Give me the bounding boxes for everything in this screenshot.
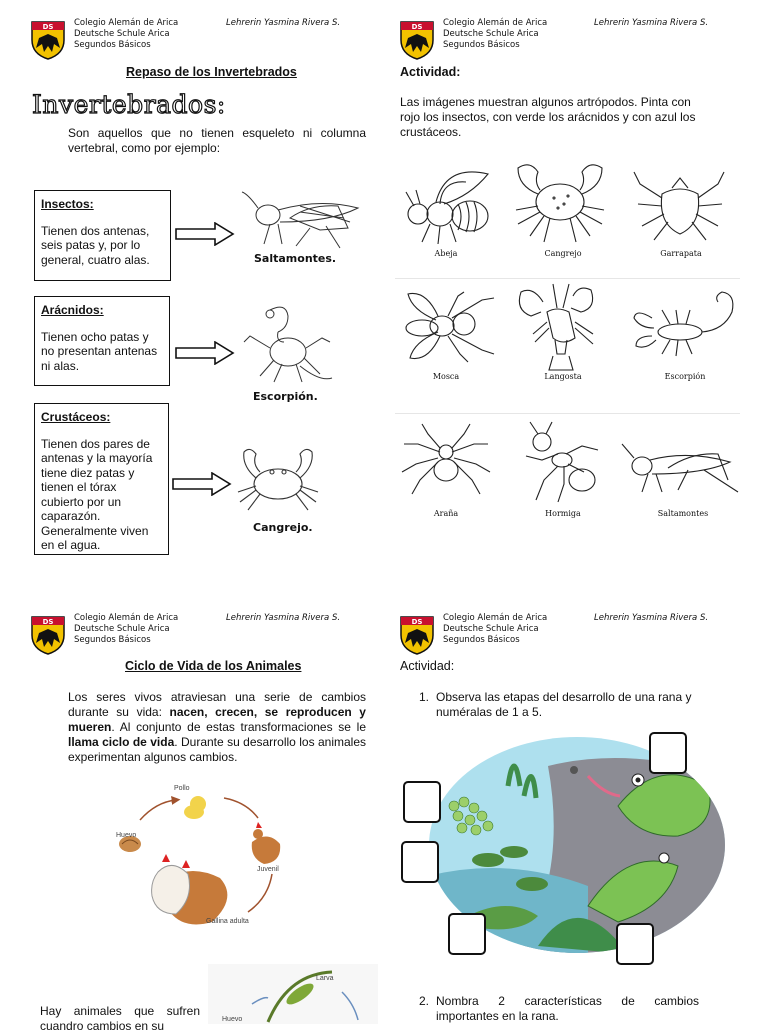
school-info: [443, 613, 547, 646]
crustaceos-text: Tienen dos pares de antenas y la mayoría tiene diez patas y tienen el tórax cubierto por un caparazón. Generalmente viven en el agua.: [41, 436, 153, 552]
tick-image: [632, 164, 727, 244]
q3-paragraph-2: Hay animales que sufren cuandro cambios en su: [40, 1004, 200, 1033]
school-level: Segundos Básicos: [443, 40, 520, 50]
stage-label-juvenil: Juvenil: [257, 866, 279, 873]
teacher-name: Lehrerin Yasmina Rivera S.: [594, 613, 709, 623]
animal-label: Langosta: [544, 372, 582, 381]
school-german-name: Deutsche Schule Arica: [74, 624, 170, 634]
q2-instructions: Las imágenes muestran algunos artrópodos. Pinta con rojo los insectos, con verde los arácnidos y con azul los crustáceos.: [400, 95, 696, 139]
spider-image: [398, 422, 493, 502]
p1-text-a: Los seres vivos atraviesan una serie de cambios durante su vida:: [68, 690, 366, 719]
crab-caption: Cangrejo.: [253, 521, 313, 534]
school-german-name: Deutsche Schule Arica: [443, 29, 539, 39]
logo-text: DS: [411, 23, 423, 31]
animal-label: Hormiga: [545, 509, 581, 518]
insectos-title: Insectos:: [41, 197, 94, 211]
q4-item2: Nombra 2 características de cambios importantes en la rana.: [436, 994, 699, 1023]
school-level: Segundos Básicos: [443, 635, 520, 645]
school-logo-icon: [30, 20, 66, 60]
scorpion-drawing-image: [632, 288, 740, 366]
q4-item2-num: 2.: [419, 994, 430, 1008]
stage-label-adulta: Gallina adulta: [206, 918, 249, 925]
q1-heading: Invertebrados:: [32, 90, 226, 119]
school-logo-icon: [399, 615, 435, 655]
answer-box[interactable]: [403, 781, 441, 823]
school-german-name: Deutsche Schule Arica: [74, 29, 170, 39]
crustaceos-title: Crustáceos:: [41, 410, 111, 424]
ant-image: [518, 420, 608, 504]
butterfly-label-huevo: Huevo: [222, 1016, 243, 1023]
animal-label: Garrapata: [660, 249, 702, 258]
arrow-right-icon: [175, 341, 235, 365]
school-level: Segundos Básicos: [74, 635, 151, 645]
school-name: Colegio Alemán de Arica: [74, 18, 179, 28]
chicken-life-cycle-image: [112, 778, 297, 938]
school-logo-icon: [30, 615, 66, 655]
school-info: [443, 18, 547, 51]
teacher-name: Lehrerin Yasmina Rivera S.: [226, 613, 341, 623]
answer-box[interactable]: [448, 913, 486, 955]
answer-box[interactable]: [401, 841, 439, 883]
animal-label: Cangrejo: [544, 249, 582, 258]
school-info: [74, 613, 178, 646]
p1-text-e: . Durante su desarrollo los animales experimentan algunos cambios.: [68, 735, 366, 764]
logo-text: DS: [42, 23, 54, 31]
scorpion-caption: Escorpión.: [253, 390, 318, 403]
school-name: Colegio Alemán de Arica: [443, 18, 548, 28]
crab-image: [232, 442, 324, 517]
answer-box[interactable]: [649, 732, 687, 774]
grasshopper-image: [240, 188, 365, 253]
crab-drawing-image: [508, 158, 613, 248]
p1-bold-d: llama ciclo de vida: [68, 735, 175, 749]
scorpion-image: [240, 302, 335, 387]
q1-title: Repaso de los Invertebrados: [126, 65, 297, 79]
q1-intro: Son aquellos que no tienen esqueleto ni columna vertebral, como por ejemplo:: [68, 126, 366, 155]
crustaceos-box: [34, 403, 169, 555]
butterfly-life-cycle-image: [208, 964, 378, 1024]
q3-title: Ciclo de Vida de los Animales: [125, 659, 302, 673]
divider: [395, 413, 740, 414]
logo-text: DS: [42, 618, 54, 626]
school-name: Colegio Alemán de Arica: [74, 613, 179, 623]
teacher-name: Lehrerin Yasmina Rivera S.: [594, 18, 709, 28]
school-logo-icon: [399, 20, 435, 60]
divider: [395, 278, 740, 279]
animal-label: Saltamontes: [657, 509, 709, 518]
p1-text-c: . Al conjunto de estas transformaciones se le: [111, 720, 366, 734]
animal-label: Araña: [433, 509, 459, 518]
q4-title: Actividad:: [400, 659, 455, 673]
aracnidos-box: [34, 296, 170, 386]
butterfly-label-larva: Larva: [316, 975, 334, 982]
school-name: Colegio Alemán de Arica: [443, 613, 548, 623]
bee-image: [400, 160, 492, 248]
aracnidos-title: Arácnidos:: [41, 303, 104, 317]
stage-label-pollo: Pollo: [174, 785, 190, 792]
insectos-text: Tienen dos antenas, seis patas y, por lo general, cuatro alas.: [41, 223, 150, 267]
lobster-image: [513, 282, 613, 372]
q4-item1-num: 1.: [419, 690, 430, 704]
logo-text: DS: [411, 618, 423, 626]
arrow-right-icon: [175, 222, 235, 246]
school-level: Segundos Básicos: [74, 40, 151, 50]
animal-label: Mosca: [432, 372, 460, 381]
school-info: [74, 18, 178, 51]
answer-box[interactable]: [616, 923, 654, 965]
aracnidos-text: Tienen ocho patas y no presentan antenas ni alas.: [41, 329, 158, 373]
grasshopper-caption: Saltamontes.: [254, 252, 337, 265]
school-german-name: Deutsche Schule Arica: [443, 624, 539, 634]
insectos-box: [34, 190, 171, 281]
arrow-right-icon: [172, 472, 232, 496]
stage-label-huevo: Huevo: [116, 832, 137, 839]
fly-image: [398, 288, 496, 366]
teacher-name: Lehrerin Yasmina Rivera S.: [226, 18, 341, 28]
q4-item1: Observa las etapas del desarrollo de una rana y numéralas de 1 a 5.: [436, 690, 692, 719]
animal-label: Escorpión: [664, 372, 706, 381]
q2-title: Actividad:: [400, 65, 461, 79]
grasshopper-drawing-image: [618, 440, 744, 500]
q3-paragraph: [68, 690, 366, 765]
p1-bold-b: nacen, crecen, se reproducen y mueren: [68, 705, 366, 734]
animal-label: Abeja: [434, 249, 458, 258]
